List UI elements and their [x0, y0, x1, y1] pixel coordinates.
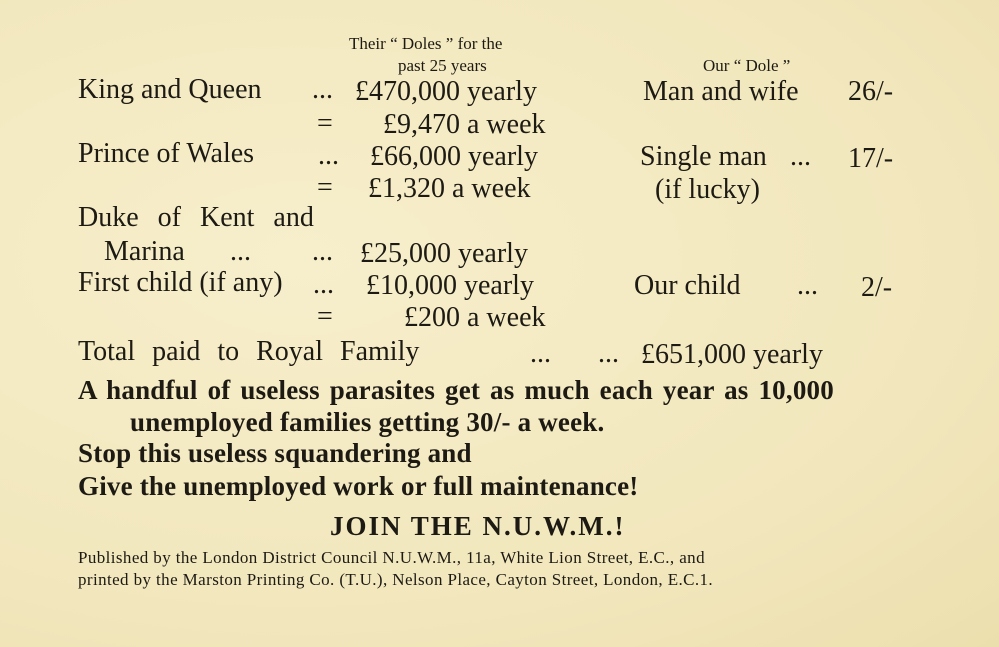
leader-dots: ... — [530, 338, 551, 369]
amount-prince-wales: £66,000 yearly — [370, 141, 538, 172]
row-label-prince-wales: Prince of Wales — [78, 138, 255, 169]
amount-marina: £25,000 yearly — [360, 238, 528, 269]
weekly-prince-wales: £1,320 a week — [368, 173, 531, 204]
amount-king-queen: £470,000 yearly — [355, 76, 537, 107]
our-amount-our-child: 2/- — [861, 272, 893, 303]
our-leader-dots: ... — [797, 270, 818, 301]
our-label-man-wife: Man and wife — [643, 76, 799, 107]
our-dole-header: Our “ Dole ” — [703, 56, 791, 75]
past-years-header: past 25 years — [398, 56, 487, 75]
row-label-marina: Marina — [104, 236, 185, 267]
leader-dots: ... — [313, 269, 334, 300]
leader-dots: ... — [318, 140, 339, 171]
their-doles-header: Their “ Doles ” for the — [349, 34, 503, 53]
statement-line-2: unemployed families getting 30/- a week. — [130, 407, 605, 437]
total-label: Total paid to Royal Family — [78, 336, 420, 367]
statement-line-1: A handful of useless parasites get as much each year as 10,000 — [78, 375, 834, 405]
leader-dots: ... — [312, 74, 333, 105]
row-label-king-queen: King and Queen — [78, 74, 262, 105]
equals-sign: = — [317, 108, 333, 139]
equals-sign: = — [317, 301, 333, 332]
amount-first-child: £10,000 yearly — [366, 270, 534, 301]
our-label-single-man: Single man — [640, 141, 767, 172]
our-amount-single-man: 17/- — [848, 143, 894, 174]
leader-dots: ... — [598, 338, 619, 369]
imprint-line-2: printed by the Marston Printing Co. (T.U.), Nelson Place, Cayton Street, London, E.C.1. — [78, 570, 714, 589]
weekly-first-child: £200 a week — [404, 302, 546, 333]
total-amount: £651,000 yearly — [641, 339, 823, 370]
our-amount-man-wife: 26/- — [848, 76, 894, 107]
statement-line-4: Give the unemployed work or full maintenance! — [78, 471, 639, 501]
leader-dots: ... — [230, 236, 251, 267]
our-label-our-child: Our child — [634, 270, 741, 301]
statement-line-3: Stop this useless squandering and — [78, 438, 472, 468]
weekly-king-queen: £9,470 a week — [383, 109, 546, 140]
row-label-duke-kent: Duke of Kent and — [78, 202, 314, 233]
our-leader-dots: ... — [790, 141, 811, 172]
slogan-join-nuwm: JOIN THE N.U.W.M.! — [330, 511, 626, 541]
row-label-first-child: First child (if any) — [78, 267, 283, 298]
our-note-if-lucky: (if lucky) — [655, 174, 760, 205]
equals-sign: = — [317, 172, 333, 203]
imprint-line-1: Published by the London District Council N.U.W.M., 11a, White Lion Street, E.C., and — [78, 548, 705, 567]
leader-dots: ... — [312, 236, 333, 267]
